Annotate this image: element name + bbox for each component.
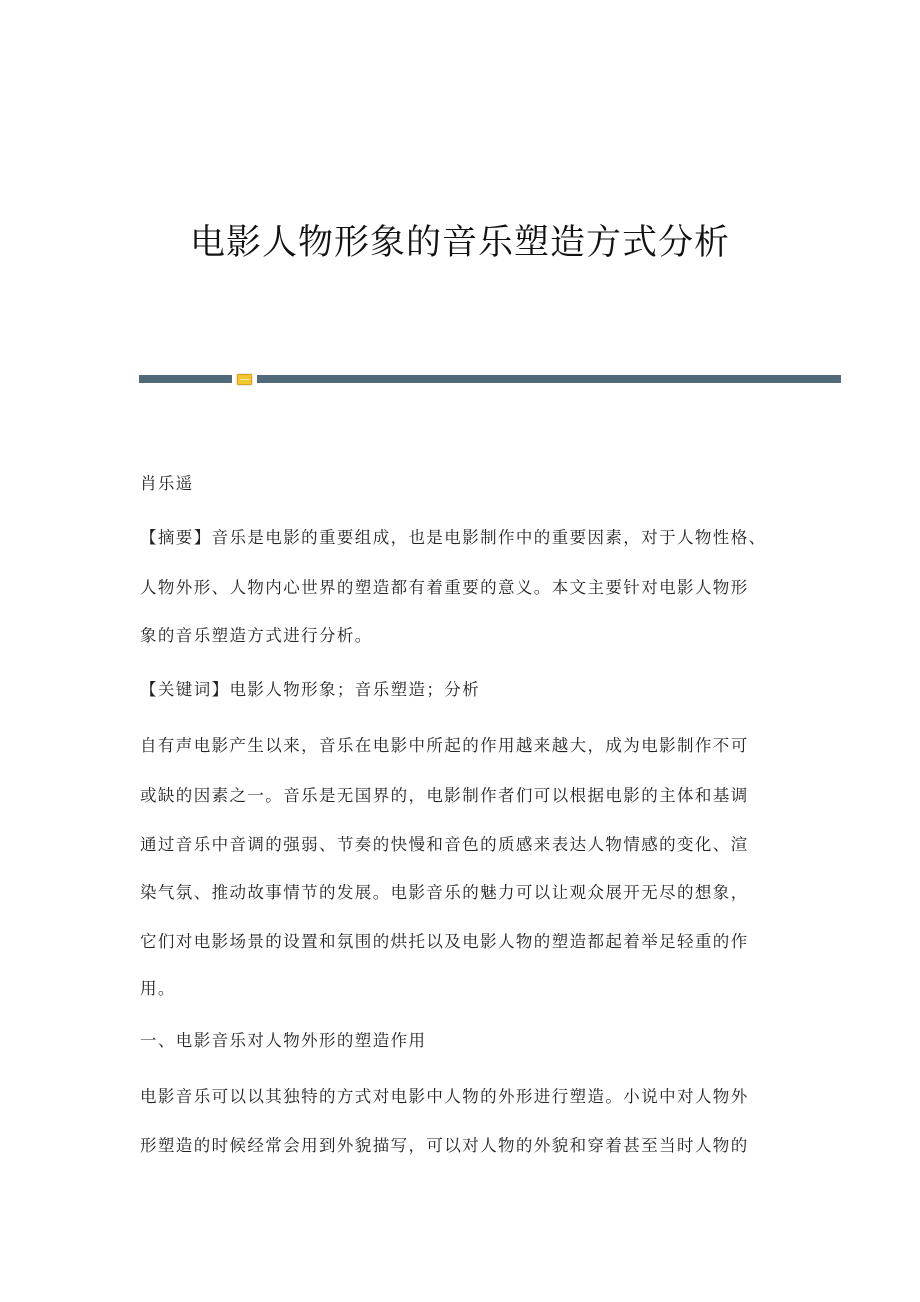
divider-left	[139, 375, 232, 383]
document-title: 电影人物形象的音乐塑造方式分析	[189, 223, 730, 263]
intro-line: 用。	[140, 979, 176, 998]
intro-line: 通过音乐中音调的强弱、节奏的快慢和音色的质感来表达人物情感的变化、渲	[140, 835, 749, 854]
author: 肖乐遥	[140, 474, 194, 493]
intro-line: 它们对电影场景的设置和氛围的烘托以及电影人物的塑造都起着举足轻重的作	[140, 932, 749, 951]
intro-line: 或缺的因素之一。音乐是无国界的，电影制作者们可以根据电影的主体和基调	[140, 786, 749, 805]
divider-ornament-icon	[237, 374, 252, 385]
intro-line: 自有声电影产生以来，音乐在电影中所起的作用越来越大，成为电影制作不可	[140, 736, 749, 755]
abstract-line: 【摘要】音乐是电影的重要组成，也是电影制作中的重要因素，对于人物性格、	[140, 528, 767, 547]
section-line: 形塑造的时候经常会用到外貌描写，可以对人物的外貌和穿着甚至当时人物的	[140, 1136, 749, 1155]
abstract-line: 人物外形、人物内心世界的塑造都有着重要的意义。本文主要针对电影人物形	[140, 578, 749, 597]
section-line: 电影音乐可以以其独特的方式对电影中人物的外形进行塑造。小说中对人物外	[140, 1087, 749, 1106]
section-heading: 一、电影音乐对人物外形的塑造作用	[140, 1031, 427, 1050]
abstract-line: 象的音乐塑造方式进行分析。	[140, 626, 373, 645]
intro-line: 染气氛、推动故事情节的发展。电影音乐的魅力可以让观众展开无尽的想象，	[140, 883, 749, 902]
keywords: 【关键词】电影人物形象；音乐塑造；分析	[140, 680, 481, 699]
divider-right	[257, 375, 841, 383]
